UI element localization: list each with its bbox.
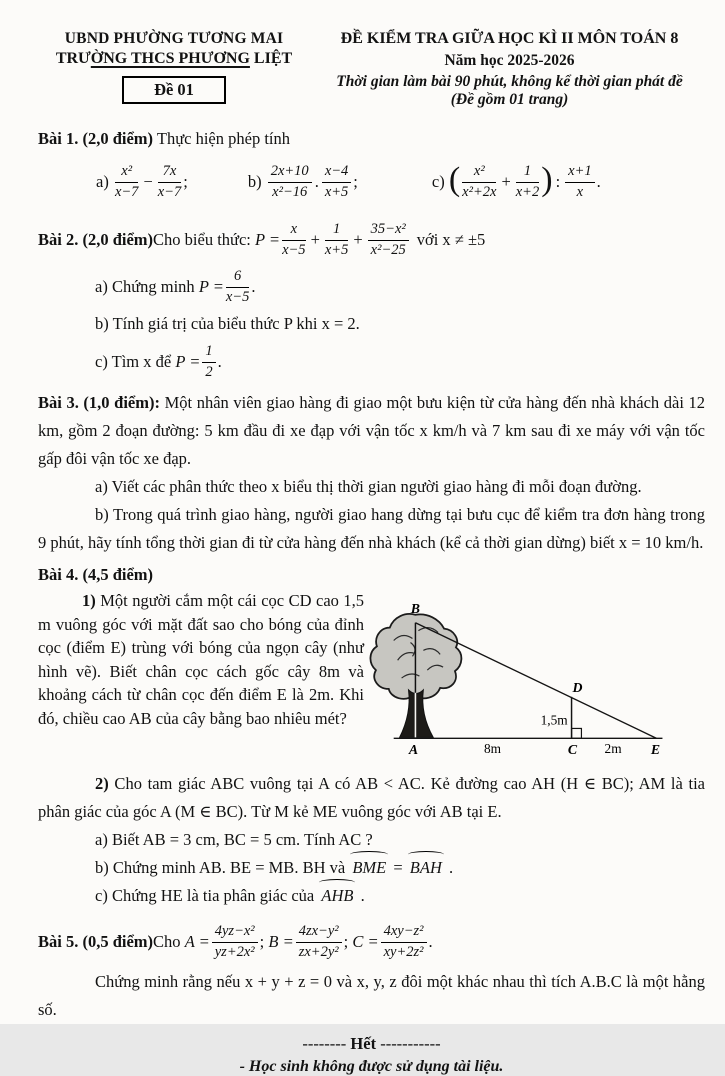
condition: với x ≠ ±5: [416, 230, 486, 249]
item-label: c): [431, 172, 445, 191]
item-text: Cho tam giác ABC vuông tại A có AB < AC. Kẻ đường cao AH (H ∈ BC); AM là tia phân giác của góc A (M ∈ BC). Từ M kẻ ME vuông góc với AB tại E.: [38, 774, 705, 821]
exam-pages: (Đề gồm 01 trang): [450, 91, 569, 108]
fraction: $\frac{6}{x-5}$: [225, 268, 250, 305]
bai5-conclusion: Chứng minh rằng nếu x + y + z = 0 và x, y, z đôi một khác nhau thì tích A.B.C là một hằng số.: [38, 972, 705, 1019]
bai4-part2: [38, 770, 705, 826]
fraction: $\frac{1}{x+5}$: [324, 221, 349, 258]
label-D: D: [572, 679, 583, 695]
footer-note: - Học sinh không được sử dụng tài liệu.: [239, 1058, 504, 1075]
tree-shadow-figure: [364, 599, 705, 765]
angle-BME: BME: [350, 854, 388, 882]
exam-title: ĐỀ KIỂM TRA GIỮA HỌC KÌ II MÔN TOÁN 8: [340, 30, 679, 47]
operator: +: [501, 172, 511, 191]
bai3-heading: Bài 3. (1,0 điểm):: [38, 393, 160, 412]
formula-lhs: A =: [184, 932, 210, 951]
bai1-intro: Thực hiện phép tính: [153, 129, 290, 148]
punctuation: ;: [343, 932, 349, 951]
label-C: C: [567, 742, 578, 758]
fraction: $\frac{7x}{x-7}$: [157, 163, 182, 200]
punctuation: ;: [183, 172, 188, 191]
fraction: 2x+10 x²−16: [268, 163, 312, 201]
bai4-item-a: a) Biết AB = 3 cm, BC = 5 cm. Tính AC ?: [95, 830, 373, 849]
bai4-heading: Bài 4. (4,5 điểm): [38, 565, 154, 584]
section-bai2: [38, 215, 705, 385]
bai1-heading: Bài 1. (2,0 điểm): [38, 129, 154, 148]
header-right: [310, 30, 705, 109]
bai5-heading: Bài 5. (0,5 điểm): [38, 932, 154, 951]
exam-code-box: Đề 01: [122, 76, 226, 104]
exam-duration: Thời gian làm bài 90 phút, không kể thời gian phát đề: [336, 73, 683, 90]
label-B: B: [410, 600, 421, 616]
item-text: b) Chứng minh AB. BE = MB. BH và: [95, 858, 350, 877]
exam-year: Năm học 2025-2026: [444, 52, 575, 69]
operator: +: [310, 230, 320, 249]
bai4-part1: [38, 589, 705, 770]
right-paren: ): [541, 161, 553, 198]
item-text: c) Tìm x để: [95, 352, 172, 371]
bai3-text: Một nhân viên giao hàng đi giao một bưu kiện từ cửa hàng đến nhà khách dài 12 km, gồm 2 đoạn đường: 5 km đầu đi xe đạp với vận tốc x km/h và 7 km sau đi xe máy với vận tốc gấp đôi vận tốc xe đạp.: [38, 393, 706, 468]
fraction: $\frac{1}{x+2}$: [515, 163, 540, 200]
bai2-heading: Bài 2. (2,0 điểm): [38, 230, 154, 249]
punctuation: .: [428, 932, 433, 951]
bai1-item-c: [432, 163, 601, 201]
dim-AC: 8m: [483, 741, 502, 757]
punctuation: .: [444, 858, 454, 877]
formula-lhs: P =: [175, 352, 201, 371]
fraction: x+1 x: [565, 163, 594, 201]
school-name: [38, 50, 310, 68]
dim-CE: 2m: [604, 741, 622, 757]
formula-lhs: P =: [255, 230, 281, 249]
bai5-intro: Cho: [153, 932, 181, 951]
end-line: [38, 1034, 705, 1054]
right-angle-mark: [572, 728, 582, 738]
bai1-item-b: [248, 163, 358, 201]
end-label: Hết: [350, 1034, 377, 1053]
formula-lhs: B =: [268, 932, 294, 951]
angle-BAH: BAH: [408, 854, 444, 882]
fraction: $\frac{\text{35−x²}}{\text{x²−25}}$: [368, 221, 409, 259]
fraction: $\frac{\text{4zx−y²}}{\text{zx+2y²}}$: [296, 923, 342, 961]
bai5-heading-line: [38, 916, 705, 968]
bai3-item-b: b) Trong quá trình giao hàng, người giao hang dừng tại bưu cục để kiểm tra đơn hàng trong 9 phút, hãy tính tổng thời gian đi từ cửa hàng đến nhà khách (kể cả thời gian dừng) biết x = 10 km/h.: [38, 505, 705, 552]
org-name: UBND PHƯỜNG TƯƠNG MAI: [64, 30, 284, 47]
bai1-heading-line: [38, 125, 705, 153]
section-bai4: [38, 561, 705, 910]
punctuation: ;: [259, 932, 265, 951]
dashes: -----------: [380, 1034, 441, 1053]
bai4-figure: [364, 589, 705, 770]
header-left: [38, 30, 310, 109]
punctuation: .: [356, 886, 365, 905]
school-name-underlined: ỜNG THCS PHƯƠNG: [90, 50, 250, 67]
punctuation: .: [251, 277, 256, 296]
bai4-item-c: [95, 882, 705, 910]
dim-DC: 1,5m: [540, 712, 568, 728]
fraction: x−4 x+5: [322, 163, 351, 201]
fraction: x² x²+2x: [462, 163, 497, 200]
item-text: Một người cắm một cái cọc CD cao 1,5 m vuông góc với mặt đất sao cho bóng của đỉnh cọc (điểm E) trùng với bóng của ngọn cây (như hình vẽ). Biết chân cọc cách gốc cây 8m và khoảng cách từ chân cọc đến điểm E là 2m. Khi đó, chiều cao AB của cây bằng bao nhiêu mét?: [38, 591, 364, 728]
footer: [38, 1034, 705, 1076]
angle-AHB: AHB: [319, 882, 355, 910]
left-paren: (: [448, 161, 461, 198]
bai4-part1-text: [38, 589, 364, 770]
dashes: --------: [302, 1034, 347, 1053]
operator: :: [555, 172, 561, 191]
fraction: $\frac{1}{2}$: [202, 343, 215, 381]
bai4-item-b: [95, 854, 705, 882]
punctuation: .: [596, 172, 601, 191]
operator: .: [314, 172, 319, 191]
label-A: A: [408, 742, 419, 758]
punctuation: ;: [353, 172, 358, 191]
label-E: E: [650, 742, 661, 758]
operator: =: [389, 858, 407, 877]
item-label: a): [96, 172, 109, 191]
bai2-item-c: [95, 339, 705, 385]
fraction: x² x−7: [114, 163, 139, 200]
school-name-prefix: TRƯ: [55, 50, 91, 67]
section-bai5: [38, 916, 705, 1024]
punctuation: .: [217, 352, 222, 371]
header: [38, 30, 705, 109]
fraction: $\frac{x}{x-5}$: [282, 221, 306, 258]
operator: +: [353, 230, 363, 249]
school-name-suffix: LIỆT: [249, 50, 293, 67]
fraction: $\frac{\text{4xy−z²}}{\text{xy+2z²}}$: [381, 923, 427, 961]
formula-lhs: C =: [352, 932, 379, 951]
section-bai1: [38, 125, 705, 205]
bai2-item-a: [95, 265, 705, 309]
item-number: 2): [95, 774, 109, 793]
item-text: c) Chứng HE là tia phân giác của: [95, 886, 319, 905]
operator: −: [143, 172, 153, 191]
fraction: $\frac{\text{4yz−x²}}{\text{yz+2x²}}$: [212, 923, 258, 961]
bai3-item-a: a) Viết các phân thức theo x biểu thị thời gian người giao hàng đi mỗi đoạn đường.: [95, 477, 642, 496]
item-text: a) Chứng minh: [95, 277, 195, 296]
bai2-heading-line: [38, 215, 705, 265]
bai1-items: [38, 159, 705, 205]
section-bai3: [38, 389, 705, 557]
bai1-item-a: [96, 163, 188, 201]
formula-lhs: P =: [198, 277, 224, 296]
bai3-body: [38, 389, 705, 473]
item-number: 1): [82, 591, 96, 610]
bai2-item-b: b) Tính giá trị của biểu thức P khi x = 2.: [95, 314, 360, 333]
item-label: b): [247, 172, 262, 191]
bai2-intro: Cho biểu thức:: [153, 230, 251, 249]
